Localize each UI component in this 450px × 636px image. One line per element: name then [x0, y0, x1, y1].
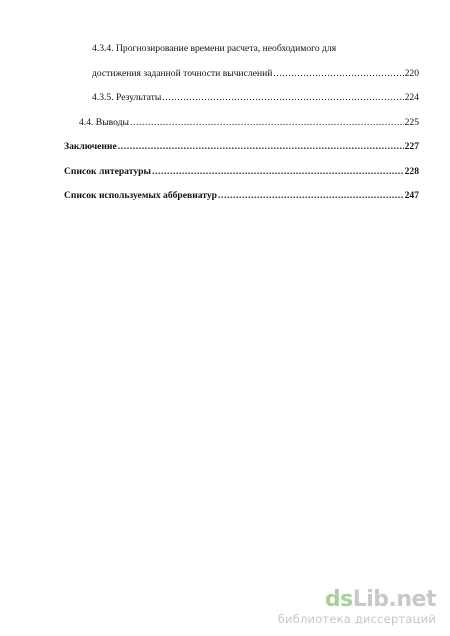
toc-entry-title: 4.4. Выводы — [79, 117, 129, 128]
toc-entry-title: 4.3.5. Результаты — [92, 92, 162, 103]
toc-entry-conclusion — [64, 140, 419, 154]
toc-entry-page: 224 — [404, 92, 419, 103]
toc-dot-leader — [118, 140, 404, 154]
toc-entry-page: 220 — [404, 68, 419, 79]
toc-dot-leader — [152, 165, 404, 179]
toc-entry-4-4 — [79, 116, 419, 130]
toc-entry-title: Список литературы — [64, 166, 151, 177]
logo-part-lib: Lib.net — [352, 587, 436, 612]
toc-entry-title: достижения заданной точности вычислений — [92, 68, 273, 79]
watermark-subtitle: библиотека диссертаций — [277, 612, 436, 626]
toc-entry-page: 225 — [404, 117, 419, 128]
toc-entry-4-3-4-line2 — [92, 67, 419, 81]
toc-entry-page: 228 — [404, 166, 419, 177]
dslib-logo — [278, 588, 436, 612]
toc-dot-leader — [162, 91, 403, 105]
toc-entry-4-3-5 — [92, 91, 419, 105]
toc-entry-abbreviations — [64, 189, 419, 203]
toc-dot-leader — [273, 67, 403, 81]
dslib-watermark — [278, 588, 436, 626]
logo-part-ds: ds — [324, 587, 353, 612]
toc-entry-title: Список используемых аббревиатур — [64, 190, 217, 201]
toc-entry-title: 4.3.4. Прогнозирование времени расчета, необходимого для — [92, 43, 337, 54]
toc-entry-page: 247 — [404, 190, 419, 201]
toc-entry-4-3-4-line1 — [92, 42, 372, 56]
toc-entry-title: Заключение — [64, 141, 117, 152]
toc-entry-page: 227 — [404, 141, 419, 152]
toc-entry-references — [64, 165, 419, 179]
toc-dot-leader — [130, 116, 404, 130]
toc-dot-leader — [218, 189, 404, 203]
